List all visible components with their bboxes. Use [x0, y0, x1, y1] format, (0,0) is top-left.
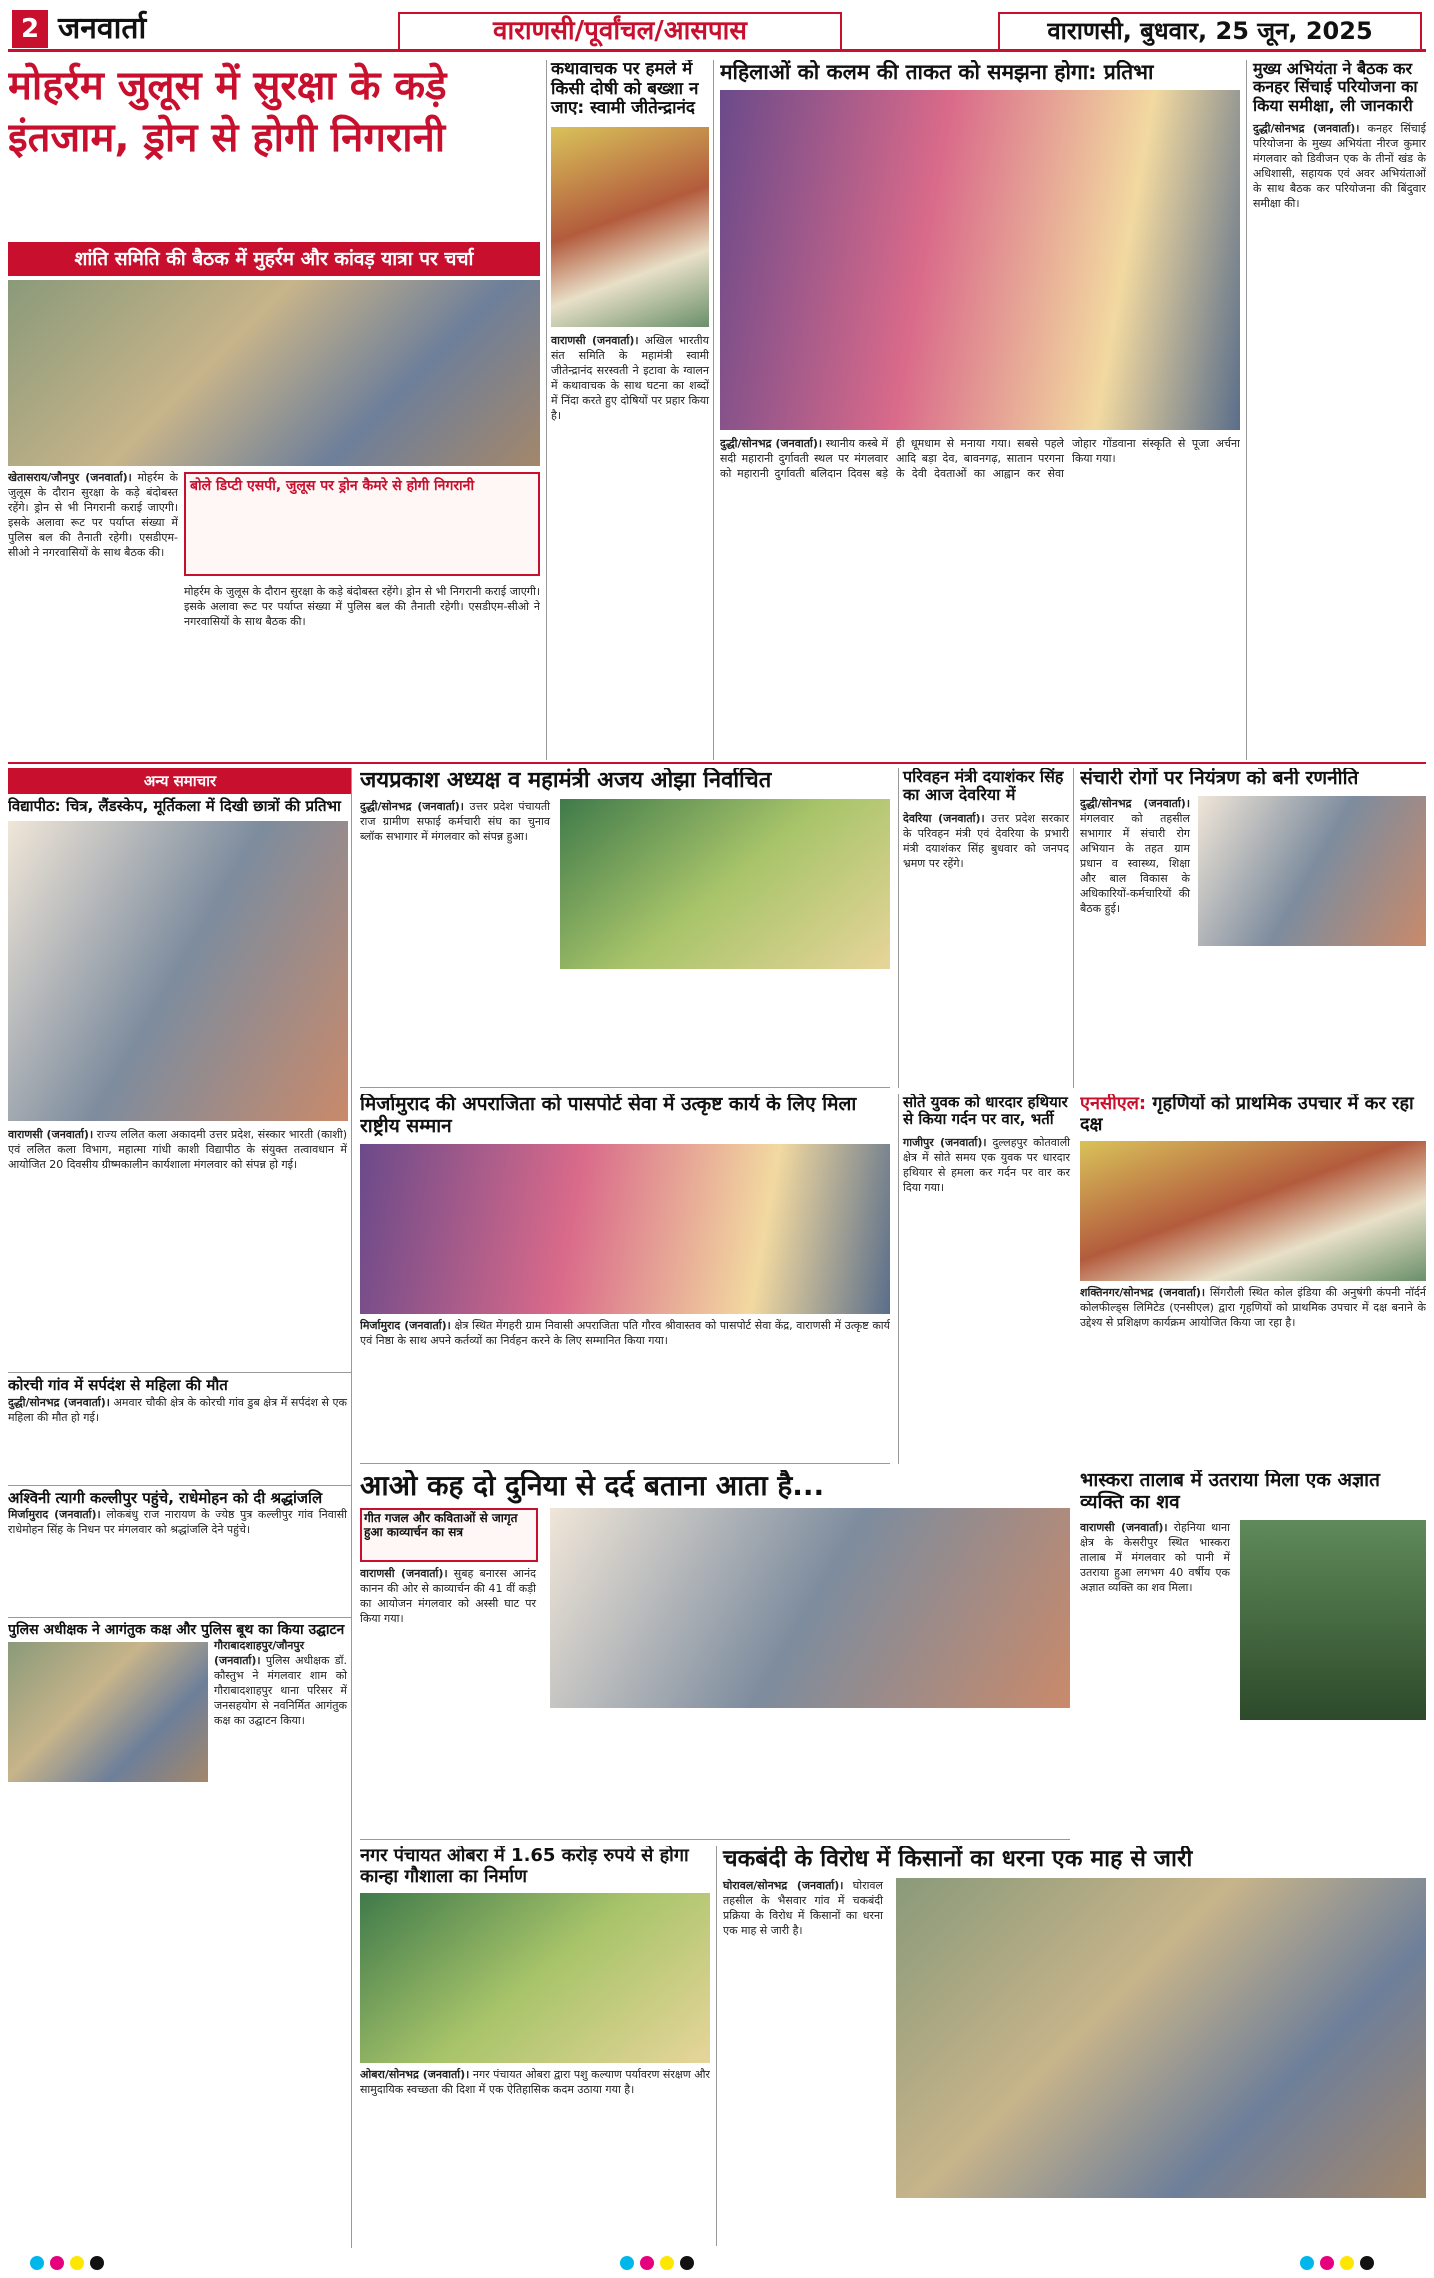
- lead-dateline: खेतासराय/जौनपुर (जनवार्ता)।: [8, 471, 132, 484]
- black-dot: [680, 2256, 694, 2270]
- chakbandi-photo: [896, 1878, 1426, 2198]
- jayprakash-dateline: दुद्धी/सोनभद्र (जनवार्ता)।: [360, 800, 464, 814]
- police-photo: [8, 1642, 208, 1782]
- kanhar-story: [1246, 60, 1426, 760]
- ashwini-dateline: मिर्जामुराद (जनवार्ता)।: [8, 1507, 101, 1521]
- ashwini-headline: अश्विनी त्यागी कल्लीपुर पहुंचे, राधेमोहन को दी श्रद्धांजलि: [8, 1485, 351, 1507]
- divider: [8, 762, 1426, 764]
- print-marks-center: [620, 2256, 820, 2274]
- magenta-dot: [50, 2256, 64, 2270]
- korchi-text: अमवार चौकी क्षेत्र के कोरची गांव डुब क्षेत्र में सर्पदंश से एक महिला की मौत हो गई।: [8, 1395, 347, 1424]
- poetry-photo: [550, 1508, 1070, 1708]
- issue-date: वाराणसी, बुधवार, 25 जून, 2025: [998, 12, 1422, 52]
- jitendra-story: [546, 60, 714, 760]
- lead-quote-box: [184, 472, 540, 576]
- masthead: [8, 8, 1426, 52]
- parivahan-text: उत्तर प्रदेश सरकार के परिवहन मंत्री एवं देवरिया के प्रभारी मंत्री दयाशंकर सिंह बुधवार को जनपद भ्रमण पर रहेंगे।: [903, 811, 1069, 870]
- kanhar-text: कनहर सिंचाई परियोजना के मुख्य अभियंता नीरज कुमार मंगलवार को डिवीजन एक के तीनों खंड के अधिशासी, सहायक एवं अवर अभियंताओं के साथ बैठक कर परियोजना की बिंदुवार समीक्षा की।: [1253, 122, 1426, 211]
- ncl-photo: [1080, 1141, 1426, 1281]
- ncl-text: सिंगरौली स्थित कोल इंडिया की अनुषंगी कंपनी नॉर्दर्न कोलफील्ड्स लिमिटेड (एनसीएल) द्वारा गृहणियों को प्राथमिक उपचार में दक्ष बनाने के उद्देश्य से प्रशिक्षण कार्यक्रम आयोजित किया जा रहा है।: [1080, 1286, 1426, 1330]
- sote-headline: सोते युवक को धारदार हथियार से किया गर्दन पर वार, भर्ती: [903, 1094, 1068, 1129]
- passport-dateline: मिर्जामुराद (जनवार्ता)।: [360, 1318, 451, 1332]
- bhaskara-text: रोहनिया थाना क्षेत्र के केसरीपुर स्थित भास्करा तालाब में मंगलवार को पानी में उतराया हुआ लगभग 40 वर्षीय एक अज्ञात व्यक्ति का शव मिला।: [1080, 1520, 1230, 1594]
- vidyapeeth-dateline: वाराणसी (जनवार्ता)।: [8, 1128, 94, 1142]
- brand-name: जनवार्ता: [58, 11, 147, 46]
- pratibha-headline: महिलाओं को कलम की ताकत को समझना होगा: प्रतिभा: [720, 60, 1154, 84]
- police-text: पुलिस अधीक्षक डॉ. कौस्तुभ ने मंगलवार शाम को गौराबादशाहपुर थाना परिसर में जनसहयोग से नवनिर्मित आगंतुक कक्ष का उद्घाटन किया।: [214, 1653, 347, 1727]
- goshala-text: नगर पंचायत ओबरा द्वारा पशु कल्याण पर्यावरण संरक्षण और सामुदायिक स्वच्छता की दिशा में एक ऐतिहासिक कदम उठाया गया है।: [360, 2068, 710, 2097]
- ashwini-text: लोकबंधु राज नारायण के ज्येष्ठ पुत्र कल्लीपुर गांव निवासी राधेमोहन सिंह के निधन पर मंगलवार को श्रद्धांजलि देने पहुंचे।: [8, 1507, 347, 1536]
- poetry-box: गीत गजल और कविताओं से जागृत हुआ काव्यार्चन का सत्र: [364, 1511, 518, 1539]
- jayprakash-text: उत्तर प्रदेश पंचायती राज ग्रामीण सफाई कर्मचारी संघ का चुनाव ब्लॉक सभागार में मंगलवार को संपन्न हुआ।: [360, 800, 550, 844]
- goshala-story: [360, 1846, 710, 2246]
- lead-text-2: मोहर्रम के जुलूस के दौरान सुरक्षा के कड़े बंदोबस्त रहेंगे। ड्रोन से भी निगरानी कराई जाएगी। इसके अलावा रूट पर पर्याप्त संख्या में पुलिस बल की तैनाती रहेगी। एसडीएम-सीओ ने नगरवासियों के साथ बैठक की।: [184, 585, 540, 628]
- sanchari-text: मंगलवार को तहसील सभागार में संचारी रोग अभियान के तहत ग्राम प्रधान व स्वास्थ्य, शिक्षा और बाल विकास के अधिकारियों-कर्मचारियों की बैठक हुई।: [1080, 811, 1190, 915]
- print-marks-right: [1300, 2256, 1420, 2274]
- sote-story: [898, 1094, 1074, 1464]
- vidyapeeth-photo: [8, 821, 348, 1121]
- other-news-column: [8, 768, 352, 2248]
- goshala-photo: [360, 1893, 710, 2063]
- ncl-headline: गृहणियों को प्राथमिक उपचार में कर रहा दक्ष: [1080, 1094, 1414, 1135]
- chakbandi-story: [716, 1846, 1426, 2246]
- yellow-dot: [660, 2256, 674, 2270]
- jayprakash-photo: [560, 799, 890, 969]
- poetry-text: सुबह बनारस आनंद कानन की ओर से काव्यार्चन की 41 वीं कड़ी का आयोजन मंगलवार को अस्सी घाट पर किया गया।: [360, 1567, 536, 1626]
- cyan-dot: [30, 2256, 44, 2270]
- lead-body: [8, 470, 178, 756]
- poetry-story: [360, 1470, 1070, 1840]
- police-dateline: गौराबादशाहपुर/जौनपुर (जनवार्ता)।: [214, 1638, 305, 1667]
- kanhar-headline: मुख्य अभियंता ने बैठक कर कनहर सिंचाई परियोजना का किया समीक्षा, ली जानकारी: [1253, 60, 1418, 115]
- parivahan-dateline: देवरिया (जनवार्ता)।: [903, 811, 985, 825]
- jayprakash-story: [360, 768, 890, 1088]
- lead-subhead: शांति समिति की बैठक में मुहर्रम और कांवड़ यात्रा पर चर्चा: [8, 242, 540, 276]
- korchi-dateline: दुद्धी/सोनभद्र (जनवार्ता)।: [8, 1395, 110, 1409]
- sote-dateline: गाजीपुर (जनवार्ता)।: [903, 1135, 987, 1149]
- section-title: वाराणसी/पूर्वांचल/आसपास: [398, 12, 842, 52]
- magenta-dot: [1320, 2256, 1334, 2270]
- chakbandi-text: घोरावल तहसील के भैसवार गांव में चकबंदी प्रक्रिया के विरोध में किसानों का धरना एक माह से जारी है।: [723, 1879, 883, 1938]
- sanchari-story: [1080, 768, 1426, 1088]
- passport-photo: [360, 1144, 890, 1314]
- jitendra-headline: कथावाचक पर हमले में किसी दोषी को बख्शा न जाए: स्वामी जीतेन्द्रानंद: [551, 60, 699, 119]
- print-marks-left: [30, 2256, 230, 2274]
- bhaskara-story: [1080, 1470, 1426, 1840]
- lead-headline: मोहर्रम जुलूस में सुरक्षा के कड़े इंतजाम, ड्रोन से होगी निगरानी: [8, 63, 447, 161]
- passport-text: क्षेत्र स्थित मेंगहरी ग्राम निवासी अपराजिता पति गौरव श्रीवास्तव को पासपोर्ट सेवा केंद्र, वाराणसी में उत्कृष्ट कार्य एवं निष्ठा के साथ अपने कर्तव्यों का निर्वहन करने के लिए सम्मानित किया गया।: [360, 1318, 890, 1347]
- black-dot: [1360, 2256, 1374, 2270]
- sanchari-dateline: दुद्धी/सोनभद्र (जनवार्ता)।: [1080, 796, 1190, 810]
- chakbandi-headline: चकबंदी के विरोध में किसानों का धरना एक माह से जारी: [723, 1846, 1193, 1872]
- page-number: 2: [12, 10, 48, 48]
- yellow-dot: [70, 2256, 84, 2270]
- cyan-dot: [1300, 2256, 1314, 2270]
- jitendra-dateline: वाराणसी (जनवार्ता)।: [551, 333, 639, 347]
- jayprakash-headline: जयप्रकाश अध्यक्ष व महामंत्री अजय ओझा निर्वाचित: [360, 768, 772, 793]
- lead-body-2: [184, 584, 540, 756]
- sote-text: दुल्लहपुर कोतवाली क्षेत्र में सोते समय एक युवक पर धारदार हथियार से हमला कर गर्दन पर वार कर दिया गया।: [903, 1135, 1071, 1194]
- goshala-dateline: ओबरा/सोनभद्र (जनवार्ता)।: [360, 2068, 470, 2082]
- pratibha-photo: [720, 90, 1240, 430]
- korchi-headline: कोरची गांव में सर्पदंश से महिला की मौत: [8, 1372, 351, 1394]
- kanhar-dateline: दुद्धी/सोनभद्र (जनवार्ता)।: [1253, 122, 1360, 136]
- pratibha-story: [720, 60, 1240, 760]
- ncl-headline-prefix: एनसीएल:: [1080, 1094, 1147, 1114]
- yellow-dot: [1340, 2256, 1354, 2270]
- lead-text: मोहर्रम के जुलूस के दौरान सुरक्षा के कड़े बंदोबस्त रहेंगे। ड्रोन से भी निगरानी कराई जाएगी। इसके अलावा रूट पर पर्याप्त संख्या में पुलिस बल की तैनाती रहेगी। एसडीएम-सीओ ने नगरवासियों के साथ बैठक की।: [8, 471, 178, 559]
- jitendra-text: अखिल भारतीय संत समिति के महामंत्री स्वामी जीतेन्द्रानंद सरस्वती ने इटावा के ग्वालन में कथावाचक के साथ घटना का शब्दों में निंदा करते हुए दोषियों पर प्रहार किया है।: [551, 333, 709, 422]
- parivahan-story: [898, 768, 1074, 1088]
- other-news-label: अन्य समाचार: [8, 768, 352, 794]
- poetry-headline: आओ कह दो दुनिया से दर्द बताना आता है...: [360, 1470, 825, 1502]
- pratibha-dateline: दुद्धी/सोनभद्र (जनवार्ता)।: [720, 437, 823, 451]
- bhaskara-headline: भास्करा तालाब में उतराया मिला एक अज्ञात व्यक्ति का शव: [1080, 1470, 1380, 1513]
- sanchari-photo: [1198, 796, 1426, 946]
- goshala-headline: नगर पंचायत ओबरा में 1.65 करोड़ रुपये से होगा कान्हा गौशाला का निर्माण: [360, 1846, 689, 1887]
- pratibha-text: स्थानीय कस्बे में सदी महारानी दुर्गावती स्थल पर मंगलवार को महारानी दुर्गावती बलिदान दिवस बड़े ही धूमधाम से मनाया गया। सबसे पहले आदि बड़ा देव, बावनगढ़, सातान परगना के देवी देवताओं का आह्वान कर सेवा जोहार गोंडवाना संस्कृति से पूजा अर्चना किया गया।: [720, 437, 1240, 481]
- ncl-dateline: शक्तिनगर/सोनभद्र (जनवार्ता)।: [1080, 1286, 1206, 1300]
- cyan-dot: [620, 2256, 634, 2270]
- chakbandi-dateline: घोरावल/सोनभद्र (जनवार्ता)।: [723, 1879, 844, 1893]
- vidyapeeth-text: राज्य ललित कला अकादमी उत्तर प्रदेश, संस्कार भारती (काशी) एवं ललित कला विभाग, महात्मा गांधी काशी विद्यापीठ के संयुक्त तत्वावधान में आयोजित 20 दिवसीय ग्रीष्मकालीन कार्यशाला मंगलवार को संपन्न हो गई।: [8, 1128, 347, 1172]
- sanchari-headline: संचारी रोगों पर नियंत्रण को बनी रणनीति: [1080, 768, 1359, 789]
- bhaskara-dateline: वाराणसी (जनवार्ता)।: [1080, 1520, 1168, 1534]
- black-dot: [90, 2256, 104, 2270]
- passport-headline: मिर्जामुराद की अपराजिता को पासपोर्ट सेवा में उत्कृष्ट कार्य के लिए मिला राष्ट्रीय सम्मान: [360, 1094, 857, 1137]
- poetry-dateline: वाराणसी (जनवार्ता)।: [360, 1567, 448, 1581]
- magenta-dot: [640, 2256, 654, 2270]
- bhaskara-photo: [1240, 1520, 1426, 1720]
- police-headline: पुलिस अधीक्षक ने आगंतुक कक्ष और पुलिस बूथ का किया उद्घाटन: [8, 1617, 351, 1638]
- lead-photo: [8, 280, 540, 466]
- lead-headline-block: [8, 60, 540, 240]
- lead-quote-title: बोले डिप्टी एसपी, जुलूस पर ड्रोन कैमरे से होगी निगरानी: [190, 478, 475, 494]
- vidyapeeth-headline: विद्यापीठ: चित्र, लैंडस्केप, मूर्तिकला में दिखी छात्रों की प्रतिभा: [8, 797, 341, 815]
- passport-story: [360, 1094, 890, 1464]
- parivahan-headline: परिवहन मंत्री दयाशंकर सिंह का आज देवरिया में: [903, 768, 1064, 805]
- ncl-story: [1080, 1094, 1426, 1464]
- jitendra-photo: [551, 127, 709, 327]
